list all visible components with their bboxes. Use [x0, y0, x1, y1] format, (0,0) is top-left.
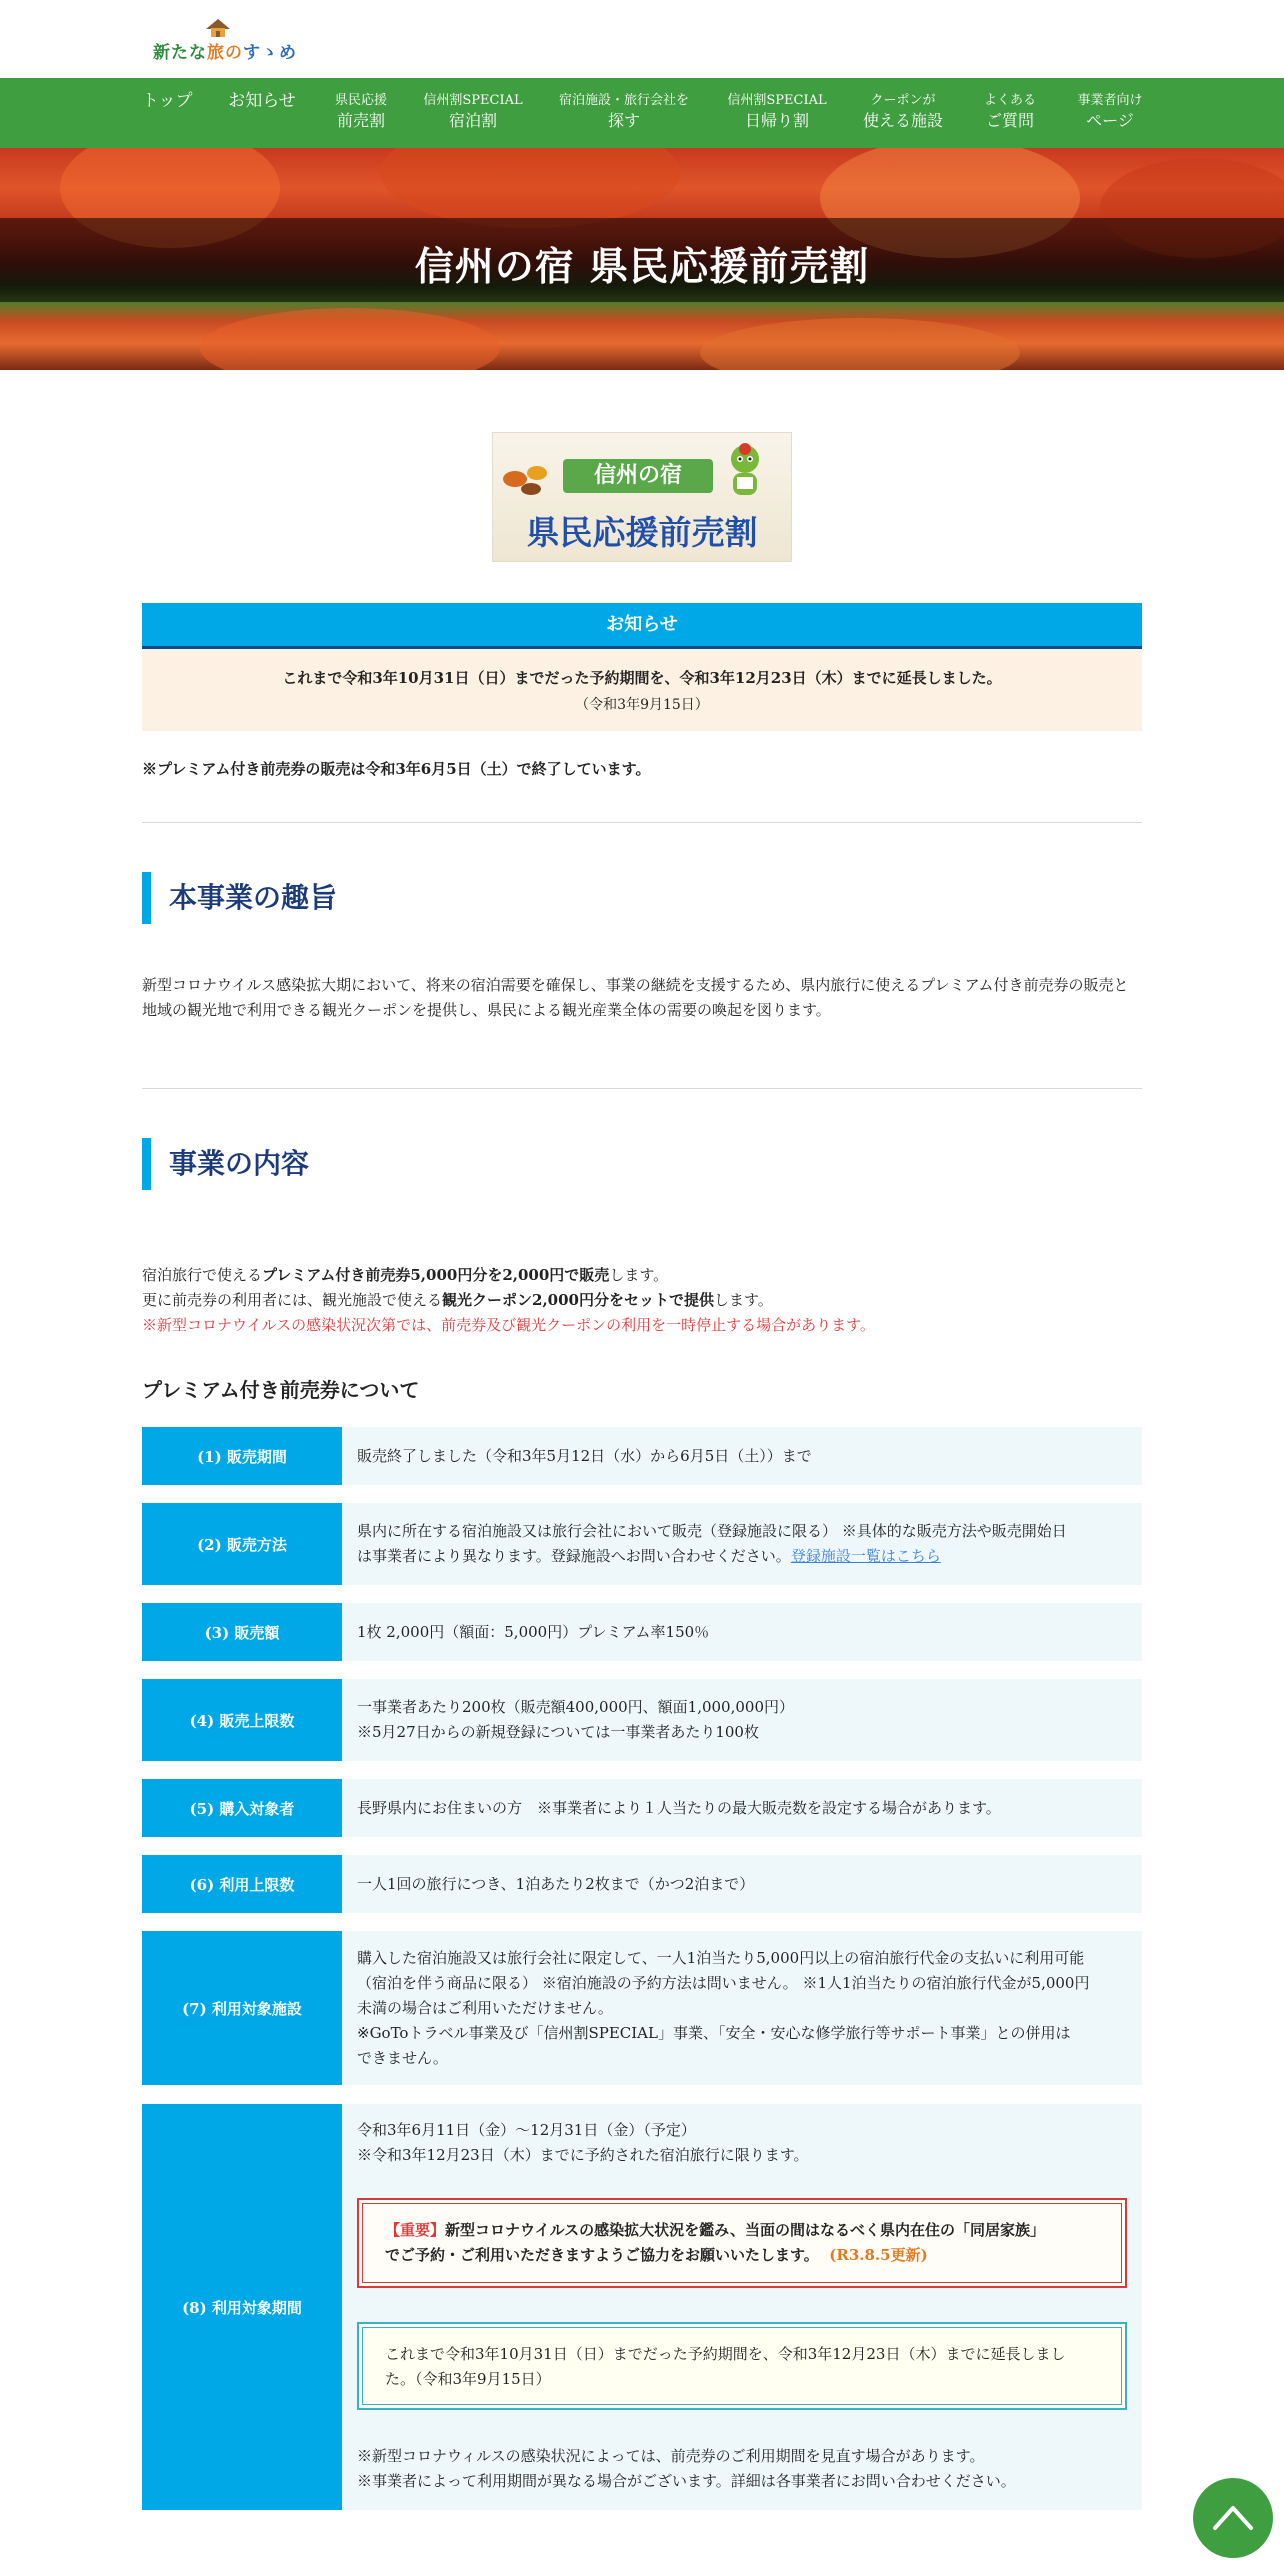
table-row	[142, 1427, 1142, 1485]
table-row	[142, 1779, 1142, 1837]
row-value: 一事業者あたり200枚（販売額400,000円、額面1,000,000円） ※5月27日からの新規登録については一事業者あたり100枚	[357, 1698, 795, 1741]
purpose-text: 新型コロナウイルス感染拡大期において、将来の宿泊需要を確保し、事業の継続を支援するため、県内旅行に使えるプレミアム付き前売券の販売と地域の観光地で利用できる観光クーポンを提供し、県民による観光産業全体の需要の喚起を図ります。	[142, 976, 1129, 1019]
row-value: 令和3年6月11日（金）～12月31日（金）（予定） ※令和3年12月23日（木）までに予約された宿泊旅行に限ります。	[357, 2121, 809, 2164]
table-row	[142, 1931, 1142, 2085]
logo-text: 新たな旅のすゝめ	[153, 43, 297, 63]
main-nav	[0, 78, 1284, 148]
nav-business[interactable]: 事業者向け ページ	[1077, 93, 1143, 130]
house-icon	[205, 18, 231, 38]
nav-top[interactable]: トップ	[142, 91, 193, 111]
content-text: 宿泊旅行で使えるプレミアム付き前売券5,000円分を2,000円で販売します。 更に前売券の利用者には、観光施設で使える観光クーポン2,000円分をセットで提供します。 ※新型コロナウイルスの感染状況次第では、前売券及び観光クーポンの利用を一時停止する場合があります。	[142, 1263, 1142, 1338]
banner-subtitle: 信州の宿	[563, 459, 713, 493]
notice-text: これまで令和3年10月31日（日）までだった予約期間を、令和3年12月23日（木）までに延長しました。	[282, 669, 1002, 687]
suspension-warning: ※新型コロナウイルスの感染状況次第では、前売券及び観光クーポンの利用を一時停止する場合があります。	[142, 1316, 875, 1334]
hero-image	[0, 148, 1284, 370]
premium-heading: プレミアム付き前売券について	[142, 1378, 420, 1402]
chevron-up-icon	[1193, 2478, 1273, 2558]
notice-body	[142, 649, 1142, 731]
section-title-content: 事業の内容	[142, 1138, 1142, 1190]
nav-coupon-facilities[interactable]: クーポンが 使える施設	[862, 93, 943, 130]
nav-daytrip[interactable]: 信州割SPECIAL 日帰り割	[727, 93, 827, 130]
campaign-banner	[492, 432, 792, 562]
divider	[142, 822, 1142, 823]
row-label: (6) 利用上限数	[142, 1855, 342, 1913]
extension-notice-box: これまで令和3年10月31日（日）までだった予約期間を、令和3年12月23日（木）までに延長しまし た。（令和3年9月15日）	[357, 2322, 1127, 2410]
table-row	[142, 1603, 1142, 1661]
row-label: (8) 利用対象期間	[142, 2104, 342, 2510]
nav-presale[interactable]: 県民応援 前売割	[334, 93, 387, 130]
table-row	[142, 1503, 1142, 1585]
row-value: 県内に所在する宿泊施設又は旅行会社において販売（登録施設に限る） ※具体的な販売方法や販売開始日 は事業者により異なります。登録施設へお問い合わせください。登録施設一覧はこちら	[357, 1522, 1067, 1565]
row-value: 1枚 2,000円（額面：5,000円）プレミアム率150％	[357, 1622, 710, 1641]
notice-heading: お知らせ	[142, 603, 1142, 649]
row-value: 購入した宿泊施設又は旅行会社に限定して、一人1泊当たり5,000円以上の宿泊旅行代金の支払いに利用可能 （宿泊を伴う商品に限る） ※宿泊施設の予約方法は問いません。 ※1人1泊当たりの宿泊旅行代金が5,000円 未満の場合はご利用いただけません。 ※GoToトラベル事業及び「信州割SPECIAL」事業、「安全・安心な修学旅行等サポート事業」との併用は できません。	[357, 1948, 1090, 2067]
divider	[142, 1088, 1142, 1089]
section-title-purpose: 本事業の趣旨	[142, 872, 1142, 924]
site-logo[interactable]	[153, 18, 297, 63]
row-label: (3) 販売額	[142, 1603, 342, 1661]
row-label: (2) 販売方法	[142, 1503, 342, 1585]
premium-end-note: ※プレミアム付き前売券の販売は令和3年6月5日（土）で終了しています。	[142, 760, 651, 778]
autumn-leaves-icon	[501, 459, 561, 499]
row-label: (1) 販売期間	[142, 1427, 342, 1485]
row-value: 一人1回の旅行につき、1泊あたり2枚まで（かつ2泊まで）	[357, 1874, 755, 1893]
page-title: 信州の宿 県民応援前売割	[414, 245, 870, 290]
table-row	[142, 2104, 1142, 2510]
registered-facilities-link[interactable]: 登録施設一覧はこちら	[790, 1547, 941, 1565]
site-header	[0, 0, 1284, 78]
table-row	[142, 1855, 1142, 1913]
row-label: (7) 利用対象施設	[142, 1931, 342, 2085]
nav-news[interactable]: お知らせ	[228, 91, 296, 111]
mascot-icon	[721, 441, 769, 503]
row-label: (5) 購入対象者	[142, 1779, 342, 1837]
important-notice-box: 【重要】新型コロナウイルスの感染拡大状況を鑑み、当面の間はなるべく県内在住の「同居家族」 でご予約・ご利用いただきますようご協力をお願いいたします。 (R3.8.5更新)	[357, 2198, 1127, 2288]
nav-stay-discount[interactable]: 信州割SPECIAL 宿泊割	[423, 93, 523, 130]
table-row	[142, 1679, 1142, 1761]
banner-title: 県民応援前売割	[526, 513, 758, 552]
row-value: 長野県内にお住まいの方 ※事業者により１人当たりの最大販売数を設定する場合があります。	[357, 1798, 1001, 1817]
nav-faq[interactable]: よくある ご質問	[983, 93, 1036, 130]
row-footnote: ※新型コロナウィルスの感染状況によっては、前売券のご利用期間を見直す場合があります。 ※事業者によって利用期間が異なる場合がございます。詳細は各事業者にお問い合わせください。	[357, 2447, 1016, 2490]
notice-date: （令和3年9月15日）	[575, 697, 709, 713]
nav-search[interactable]: 宿泊施設・旅行会社を 探す	[558, 93, 689, 130]
row-value: 販売終了しました（令和3年5月12日（水）から6月5日（土））まで	[357, 1446, 812, 1465]
back-to-top-button[interactable]	[1193, 2478, 1273, 2558]
row-label: (4) 販売上限数	[142, 1679, 342, 1761]
